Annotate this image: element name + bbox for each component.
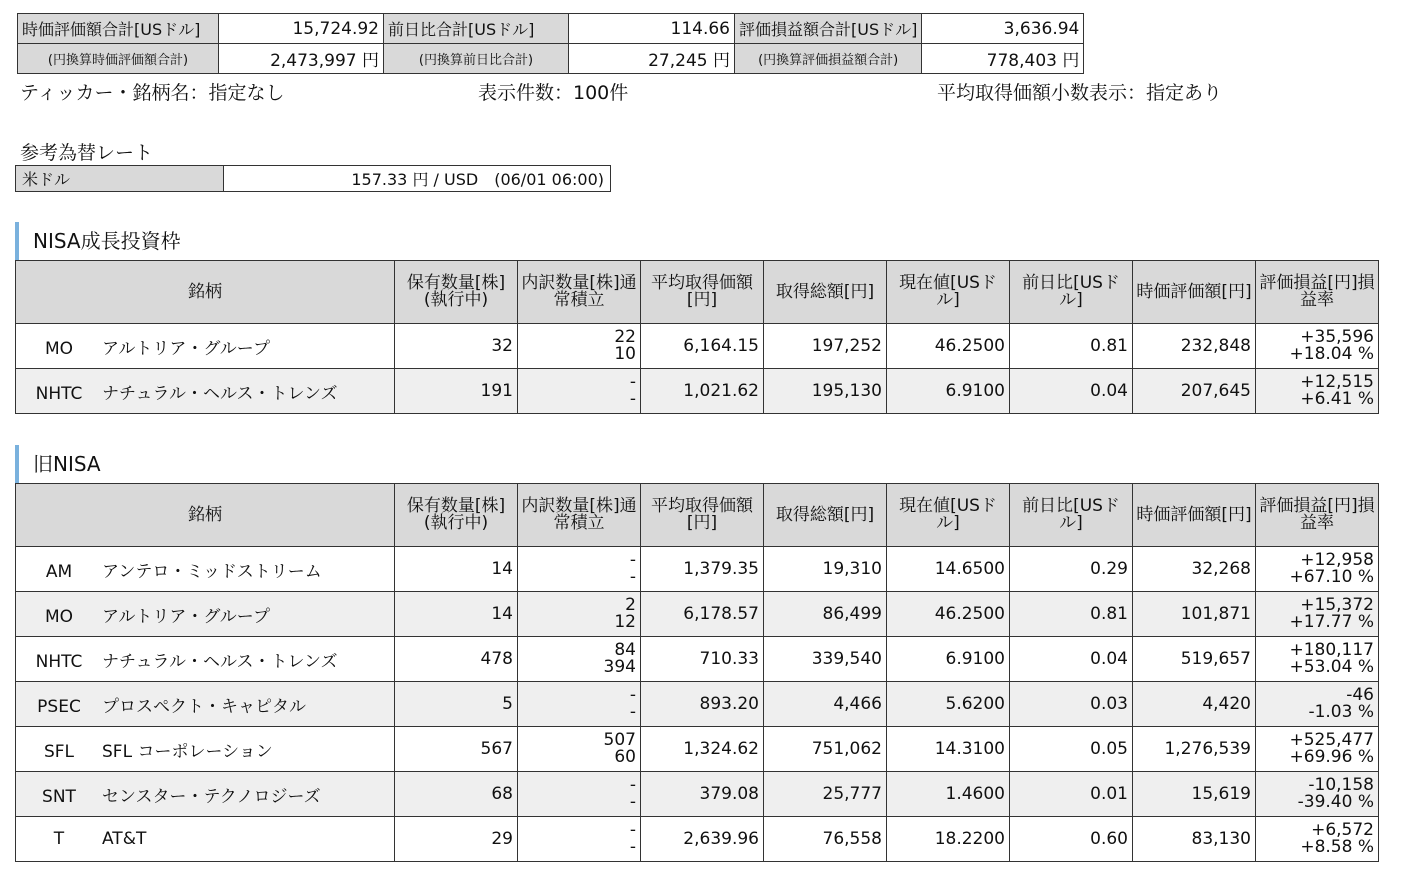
profit-loss: +6,572 [1311,820,1374,840]
section-title-nisa-growth: NISA成長投資枠 [15,222,181,260]
profit-loss-rate: +8.58 % [1300,837,1374,857]
unrealized-jpy-label: (円換算評価損益額合計) [735,44,922,74]
col-name-line: 銘柄 [188,281,222,302]
current-price: 46.2500 [887,592,1010,637]
col-qty-line: (執行中) [423,513,489,533]
current-price: 18.2200 [887,817,1010,862]
breakdown-cell [518,592,641,637]
avg-cost: 710.33 [641,637,764,682]
profit-loss-cell [1256,547,1379,592]
breakdown-cell [518,369,641,414]
col-name [16,261,395,324]
security-name: AT&T [102,829,147,849]
col-qty-line: 保有数量[株] [406,496,506,516]
market-value: 1,276,539 [1133,727,1256,772]
header-row [16,484,1379,547]
security-name: ナチュラル・ヘルス・トレンズ [102,383,338,404]
col-cost-line: 取得総額 [775,504,844,525]
breakdown-accum: - [629,837,636,857]
market-value: 4,420 [1133,682,1256,727]
ticker: SNT [42,786,76,807]
col-breakdown-line: 積立 [570,290,605,310]
security-cell[interactable] [16,682,395,727]
security-cell[interactable] [16,592,395,637]
current-price: 14.6500 [887,547,1010,592]
profit-loss-rate: +69.96 % [1289,747,1374,767]
market-value: 83,130 [1133,817,1256,862]
breakdown-cell [518,682,641,727]
breakdown-normal: 507 [603,730,636,750]
breakdown-normal: - [629,775,636,795]
quantity: 191 [395,369,518,414]
decimal-filter: 平均取得価額小数表示：指定あり [937,82,1223,104]
breakdown-cell [518,637,641,682]
col-profit-loss-line: [円] [1327,273,1358,293]
quantity: 32 [395,324,518,369]
day-change: 0.81 [1010,592,1133,637]
col-market-value-line: [円] [1221,281,1252,302]
unrealized-jpy: 778,403 円 [922,44,1084,74]
table-row[interactable] [16,772,1379,817]
current-price: 1.4600 [887,772,1010,817]
col-profit-loss-line: 損益率 [1300,273,1375,310]
unrealized: 3,636.94 [922,14,1084,44]
current-price: 46.2500 [887,324,1010,369]
profit-loss-cell [1256,772,1379,817]
quantity: 29 [395,817,518,862]
table-row[interactable] [16,592,1379,637]
col-avg-line: 価額[円] [686,273,753,310]
profit-loss-rate: +53.04 % [1289,657,1374,677]
col-qty-line: (執行中) [423,290,489,310]
total-cost: 76,558 [764,817,887,862]
security-cell[interactable] [16,547,395,592]
profit-loss: +35,596 [1300,327,1374,347]
profit-loss: +525,477 [1289,730,1374,750]
col-breakdown-line: 通常 [553,496,637,533]
day-change: 0.05 [1010,727,1133,772]
col-breakdown-line: 通常 [553,273,637,310]
market-value: 32,268 [1133,547,1256,592]
profit-loss-cell [1256,727,1379,772]
ticker: MO [44,338,74,359]
total-cost: 19,310 [764,547,887,592]
table-row[interactable] [16,637,1379,682]
quantity: 68 [395,772,518,817]
profit-loss-rate: +67.10 % [1289,567,1374,587]
col-qty [395,261,518,324]
day-change: 0.01 [1010,772,1133,817]
total-cost: 197,252 [764,324,887,369]
ticker: T [53,829,65,849]
ticker: NHTC [35,383,83,404]
breakdown-normal: - [629,685,636,705]
market-value: 15,724.92 [219,14,384,44]
col-market-value [1133,261,1256,324]
profit-loss-cell [1256,682,1379,727]
breakdown-accum: - [629,389,636,409]
col-change-line: [USドル] [1059,496,1120,533]
current-price: 6.9100 [887,637,1010,682]
col-breakdown-line: 内訳数量[株] [521,273,620,293]
col-market-value-line: [円] [1221,504,1252,525]
breakdown-cell [518,817,641,862]
ticker-filter: ティッカー・銘柄名：指定なし [20,82,285,104]
col-price-line: [USドル] [936,496,997,533]
profit-loss-cell [1256,324,1379,369]
table-row[interactable] [16,324,1379,369]
total-cost: 86,499 [764,592,887,637]
security-cell[interactable] [16,727,395,772]
col-breakdown [518,261,641,324]
col-cost-line: [円] [843,281,875,302]
header-row [16,261,1379,324]
col-profit-loss-line: 損益率 [1300,496,1375,533]
current-price: 6.9100 [887,369,1010,414]
breakdown-accum: - [629,792,636,812]
holdings-table-old-nisa [15,483,1379,862]
table-row[interactable] [16,682,1379,727]
breakdown-normal: 84 [614,640,636,660]
total-cost: 4,466 [764,682,887,727]
day-change: 0.81 [1010,324,1133,369]
profit-loss-rate: -39.40 % [1297,792,1374,812]
col-price-line: 現在値 [899,496,951,516]
col-profit-loss-line: 評価損益 [1259,273,1328,293]
total-cost: 25,777 [764,772,887,817]
market-value: 519,657 [1133,637,1256,682]
table-row[interactable] [16,727,1379,772]
current-price: 14.3100 [887,727,1010,772]
breakdown-accum: - [629,702,636,722]
market-value: 232,848 [1133,324,1256,369]
avg-cost: 6,164.15 [641,324,764,369]
breakdown-normal: - [629,550,636,570]
security-name: ナチュラル・ヘルス・トレンズ [102,651,338,672]
security-name: SFL コーポレーション [102,741,273,762]
breakdown-normal: 22 [614,327,636,347]
col-avg [641,261,764,324]
profit-loss-rate: +6.41 % [1300,389,1374,409]
day-change: 0.04 [1010,369,1133,414]
market-value: 15,619 [1133,772,1256,817]
day-change: 0.29 [1010,547,1133,592]
breakdown-cell [518,547,641,592]
breakdown-accum: 10 [614,344,636,364]
avg-cost: 6,178.57 [641,592,764,637]
day-change: 0.60 [1010,817,1133,862]
col-avg [641,484,764,547]
summary-table [17,13,1084,74]
col-price [887,261,1010,324]
ticker: SFL [43,741,75,762]
col-change-line: [USドル] [1059,273,1120,310]
breakdown-cell [518,772,641,817]
profit-loss-cell [1256,637,1379,682]
avg-cost: 1,021.62 [641,369,764,414]
total-cost: 339,540 [764,637,887,682]
ticker: MO [44,606,74,627]
security-name: アルトリア・グループ [102,606,270,627]
breakdown-accum: 60 [614,747,636,767]
market-value-jpy-label: (円換算時価評価額合計) [18,44,219,74]
col-profit-loss [1256,484,1379,547]
col-cost [764,484,887,547]
col-cost-line: 取得総額 [775,281,844,302]
col-profit-loss-line: [円] [1327,496,1358,516]
day-change-label: 前日比合計[USドル] [384,14,569,44]
profit-loss: +180,117 [1289,640,1374,660]
col-qty [395,484,518,547]
breakdown-accum: 394 [603,657,636,677]
col-price-line: [USドル] [936,273,997,310]
security-name: プロスペクト・キャピタル [102,696,306,717]
avg-cost: 379.08 [641,772,764,817]
col-profit-loss-line: 評価損益 [1259,496,1328,516]
ticker: AM [45,561,73,582]
breakdown-accum: 12 [614,612,636,632]
security-cell[interactable] [16,772,395,817]
breakdown-normal: - [629,820,636,840]
col-change-line: 前日比 [1022,496,1074,516]
market-value: 101,871 [1133,592,1256,637]
col-cost-line: [円] [843,504,875,525]
col-name-line: 銘柄 [188,504,222,525]
unrealized-label: 評価損益額合計[USドル] [735,14,922,44]
breakdown-normal: - [629,372,636,392]
security-name: アルトリア・グループ [102,338,270,359]
col-name [16,484,395,547]
market-value: 207,645 [1133,369,1256,414]
day-change: 0.03 [1010,682,1133,727]
col-change-line: 前日比 [1022,273,1074,293]
col-avg-line: 平均取得 [651,496,719,516]
holdings-table-nisa-growth [15,260,1379,414]
profit-loss: -10,158 [1308,775,1374,795]
fx-table [15,165,611,192]
avg-cost: 2,639.96 [641,817,764,862]
avg-cost: 893.20 [641,682,764,727]
profit-loss: -46 [1346,685,1374,705]
table-row[interactable] [16,817,1379,862]
day-change: 0.04 [1010,637,1133,682]
section-title-old-nisa: 旧NISA [15,445,101,483]
profit-loss: +12,958 [1300,550,1374,570]
col-price-line: 現在値 [899,273,951,293]
col-qty-line: 保有数量[株] [406,273,506,293]
security-cell[interactable] [16,369,395,414]
profit-loss-cell [1256,369,1379,414]
security-cell[interactable] [16,324,395,369]
col-market-value-line: 時価評価額 [1136,504,1222,525]
col-price [887,484,1010,547]
security-name: センスター・テクノロジーズ [102,786,321,807]
fx-rate: 157.33 円 / USD (06/01 06:00) [224,166,611,192]
table-row[interactable] [16,547,1379,592]
profit-loss-cell [1256,817,1379,862]
day-change-jpy: 27,245 円 [569,44,735,74]
breakdown-accum: - [629,567,636,587]
col-change [1010,484,1133,547]
profit-loss: +12,515 [1300,372,1374,392]
quantity: 567 [395,727,518,772]
table-row[interactable] [16,369,1379,414]
col-cost [764,261,887,324]
market-value-label: 時価評価額合計[USドル] [18,14,219,44]
quantity: 14 [395,592,518,637]
ticker: PSEC [37,696,81,717]
current-price: 5.6200 [887,682,1010,727]
fx-currency: 米ドル [16,166,224,192]
col-change [1010,261,1133,324]
col-breakdown-line: 内訳数量[株] [521,496,620,516]
security-cell[interactable] [16,637,395,682]
col-profit-loss [1256,261,1379,324]
day-change: 114.66 [569,14,735,44]
avg-cost: 1,379.35 [641,547,764,592]
col-avg-line: 平均取得 [651,273,719,293]
security-cell[interactable] [16,817,395,862]
quantity: 478 [395,637,518,682]
col-breakdown [518,484,641,547]
quantity: 14 [395,547,518,592]
count-filter: 表示件数：100件 [478,82,629,104]
col-market-value-line: 時価評価額 [1136,281,1222,302]
profit-loss-rate: +17.77 % [1289,612,1374,632]
market-value-jpy: 2,473,997 円 [219,44,384,74]
profit-loss-cell [1256,592,1379,637]
avg-cost: 1,324.62 [641,727,764,772]
col-avg-line: 価額[円] [686,496,753,533]
security-name: アンテロ・ミッドストリーム [102,561,322,582]
profit-loss-rate: -1.03 % [1308,702,1374,722]
breakdown-cell [518,324,641,369]
quantity: 5 [395,682,518,727]
total-cost: 751,062 [764,727,887,772]
ticker: NHTC [35,651,83,672]
fx-title: 参考為替レート [20,142,154,164]
col-breakdown-line: 積立 [570,513,605,533]
day-change-jpy-label: (円換算前日比合計) [384,44,569,74]
col-market-value [1133,484,1256,547]
breakdown-normal: 2 [625,595,636,615]
profit-loss: +15,372 [1300,595,1374,615]
total-cost: 195,130 [764,369,887,414]
breakdown-cell [518,727,641,772]
profit-loss-rate: +18.04 % [1289,344,1374,364]
